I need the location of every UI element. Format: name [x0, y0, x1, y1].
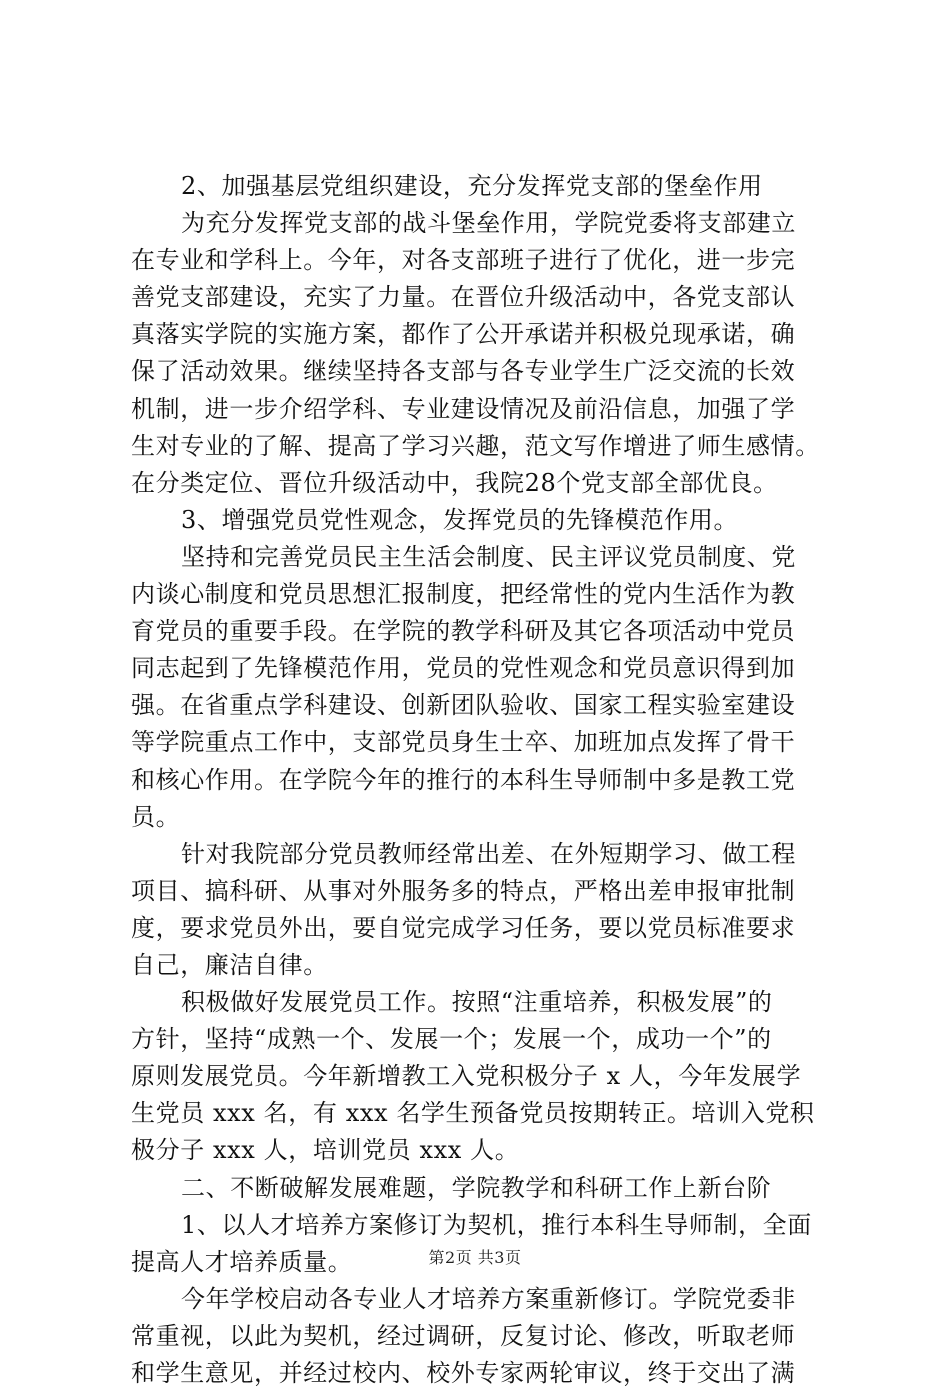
- text-line: 今年学校启动各专业人才培养方案重新修订。学院党委非: [181, 1284, 796, 1313]
- text-line: 1、以人才培养方案修订为契机，推行本科生导师制，全面: [181, 1210, 812, 1239]
- text-line: 保了活动效果。继续坚持各支部与各专业学生广泛交流的长效: [131, 357, 796, 386]
- text-line: 项目、搞科研、从事对外服务多的特点，严格出差申报审批制: [131, 876, 796, 905]
- text-line: 2、加强基层党组织建设，充分发挥党支部的堡垒作用: [181, 172, 763, 200]
- text-line: 为充分发挥党支部的战斗堡垒作用，学院党委将支部建立: [181, 209, 796, 238]
- page-footer: 第2页 共3页: [428, 1248, 522, 1267]
- text-line: 原则发展党员。今年新增教工入党积极分子 x 人，今年发展学: [131, 1062, 802, 1091]
- text-line: 常重视，以此为契机，经过调研，反复讨论、修改，听取老师: [131, 1321, 796, 1350]
- text-line: 度，要求党员外出，要自觉完成学习任务，要以党员标准要求: [131, 913, 796, 942]
- text-line: 内谈心制度和党员思想汇报制度，把经常性的党内生活作为教: [131, 580, 796, 609]
- text-line: 育党员的重要手段。在学院的教学科研及其它各项活动中党员: [131, 617, 796, 646]
- text-line: 自己，廉洁自律。: [131, 950, 328, 979]
- text-line: 同志起到了先锋模范作用，党员的党性观念和党员意识得到加: [131, 654, 796, 683]
- document-body: [131, 168, 831, 1392]
- text-line: 二、不断破解发展难题，学院教学和科研工作上新台阶: [181, 1173, 772, 1202]
- text-line: 3、增强党员党性观念，发挥党员的先锋模范作用。: [181, 505, 739, 534]
- text-line: 真落实学院的实施方案，都作了公开承诺并积极兑现承诺，确: [131, 320, 796, 349]
- text-line: 等学院重点工作中，支部党员身生士卒、加班加点发挥了骨干: [131, 728, 796, 757]
- text-line: 极分子 xxx 人，培训党员 xxx 人。: [131, 1136, 520, 1165]
- text-line: 在分类定位、晋位升级活动中，我院28个党支部全部优良。: [131, 468, 778, 497]
- text-line: 积极做好发展党员工作。按照“注重培养，积极发展”的: [181, 988, 773, 1017]
- text-line: 生党员 xxx 名，有 xxx 名学生预备党员按期转正。培训入党积: [131, 1099, 815, 1128]
- text-line: 和核心作用。在学院今年的推行的本科生导师制中多是教工党: [131, 765, 796, 794]
- text-line: 生对专业的了解、提高了学习兴趣，范文写作增进了师生感情。: [131, 431, 820, 460]
- text-line: 机制，进一步介绍学科、专业建设情况及前沿信息，加强了学: [131, 394, 796, 423]
- text-line: 强。在省重点学科建设、创新团队验收、国家工程实验室建设: [131, 691, 796, 720]
- text-line: 员。: [131, 802, 181, 831]
- text-line: 和学生意见，并经过校内、校外专家两轮审议，终于交出了满: [131, 1359, 796, 1387]
- text-line: 提高人才培养质量。: [131, 1247, 353, 1276]
- text-line: 方针，坚持“成熟一个、发展一个；发展一个，成功一个”的: [131, 1025, 772, 1054]
- text-line: 在专业和学科上。今年，对各支部班子进行了优化，进一步完: [131, 246, 796, 275]
- text-line: 针对我院部分党员教师经常出差、在外短期学习、做工程: [181, 839, 796, 868]
- text-line: 善党支部建设，充实了力量。在晋位升级活动中，各党支部认: [131, 283, 796, 312]
- text-line: 坚持和完善党员民主生活会制度、民主评议党员制度、党: [181, 542, 796, 571]
